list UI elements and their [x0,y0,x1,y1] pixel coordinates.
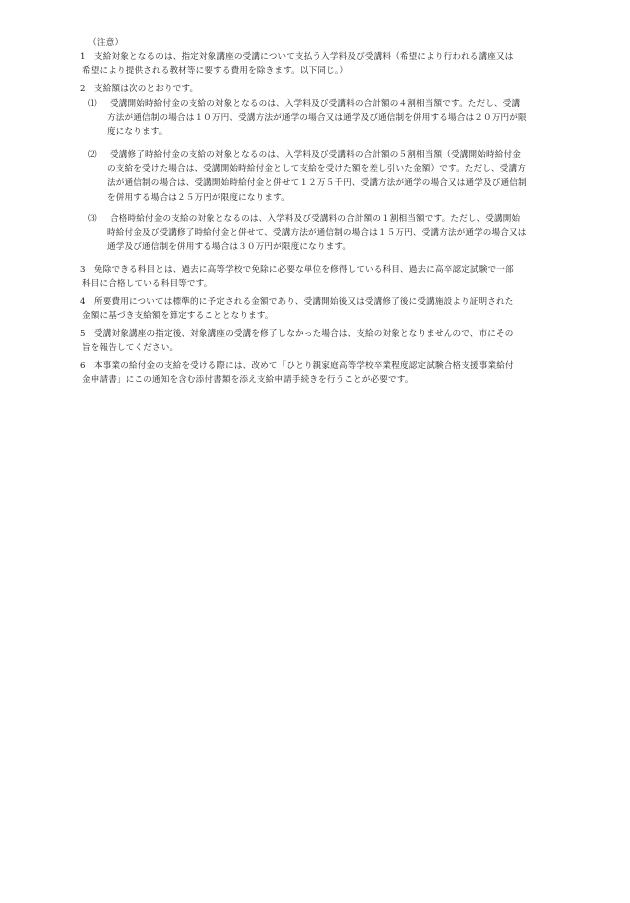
note-line: 希望により提供される教材等に要する費用を除きます。以下同じ。） [82,66,349,77]
subitem-line: 方法が通信制の場合は１０万円、受講方法が通学の場合又は通学及び通信制を併用する場合は２０万円が限 [107,113,527,124]
subitem-number: ⑶ [88,214,97,224]
note-number: 2 [80,84,86,94]
note-line: 所要費用については標準的に予定される金額であり、受講開始後又は受講修了後に受講施設より証明された [94,297,514,307]
subitem-line: 通学及び通信制を併用する場合は３０万円が限度になります。 [107,242,352,253]
note-line: 受講対象講座の指定後、対象講座の受講を修了しなかった場合は、支給の対象となりませんので、市にその [94,329,514,339]
subitem-line: 時給付金及び受講修了時給付金と併せて、受講方法が通信制の場合は１５万円、受講方法が通学の場合又は [107,228,527,239]
note-number: 6 [80,361,86,371]
note-line: 支給額は次のとおりです。 [94,84,199,94]
subitem-line: 法が通信制の場合は、受講開始時給付金と併せて１２万５千円、受講方法が通学の場合又は通学及び通信制 [107,178,527,189]
note-line: 旨を報告してください。 [82,343,179,354]
subitem-line: を併用する場合は２５万円が限度になります。 [107,192,290,203]
note-number: 1 [80,52,86,62]
subitem-line: 合格時給付金の支給の対象となるのは、入学料及び受講料の合計額の１割相当額です。ただし、受講開始 [110,214,521,224]
subitem-number: ⑵ [88,150,97,160]
note-line: 本事業の給付金の支給を受ける際には、改めて「ひとり親家庭高等学校卒業程度認定試験合格支援事業給付 [94,361,514,371]
note-number: 4 [80,297,86,307]
note-line: 科目に合格している科目等です。 [82,279,213,290]
subitem-number: ⑴ [88,99,97,109]
note-line: 金額に基づき支給額を算定することとなります。 [82,311,274,322]
note-number: 3 [80,265,86,275]
subitem-line: 受講開始時給付金の支給の対象となるのは、入学料及び受講料の合計額の４割相当額です。ただし、受講 [110,99,521,109]
notes-heading: （注意） [88,38,124,48]
note-line: 支給対象となるのは、指定対象講座の受講について支払う入学料及び受講料（希望により行われる講座又は [94,52,514,62]
note-line: 金申請書」にこの通知を含む添付書類を添え支給申請手続きを行うことが必要です。 [82,375,414,386]
note-line: 免除できる科目とは、過去に高等学校で免除に必要な単位を修得している科目、過去に高卒認定試験で一部 [94,265,514,275]
subitem-line: 度になります。 [107,127,168,138]
subitem-line: 受講修了時給付金の支給の対象となるのは、入学料及び受講料の合計額の５割相当額（受講開始時給付金 [110,150,521,160]
subitem-line: の支給を受けた場合は、受講開始時給付金として支給を受けた額を差し引いた金額）です。ただし、受講方 [107,164,527,175]
note-number: 5 [80,329,86,339]
